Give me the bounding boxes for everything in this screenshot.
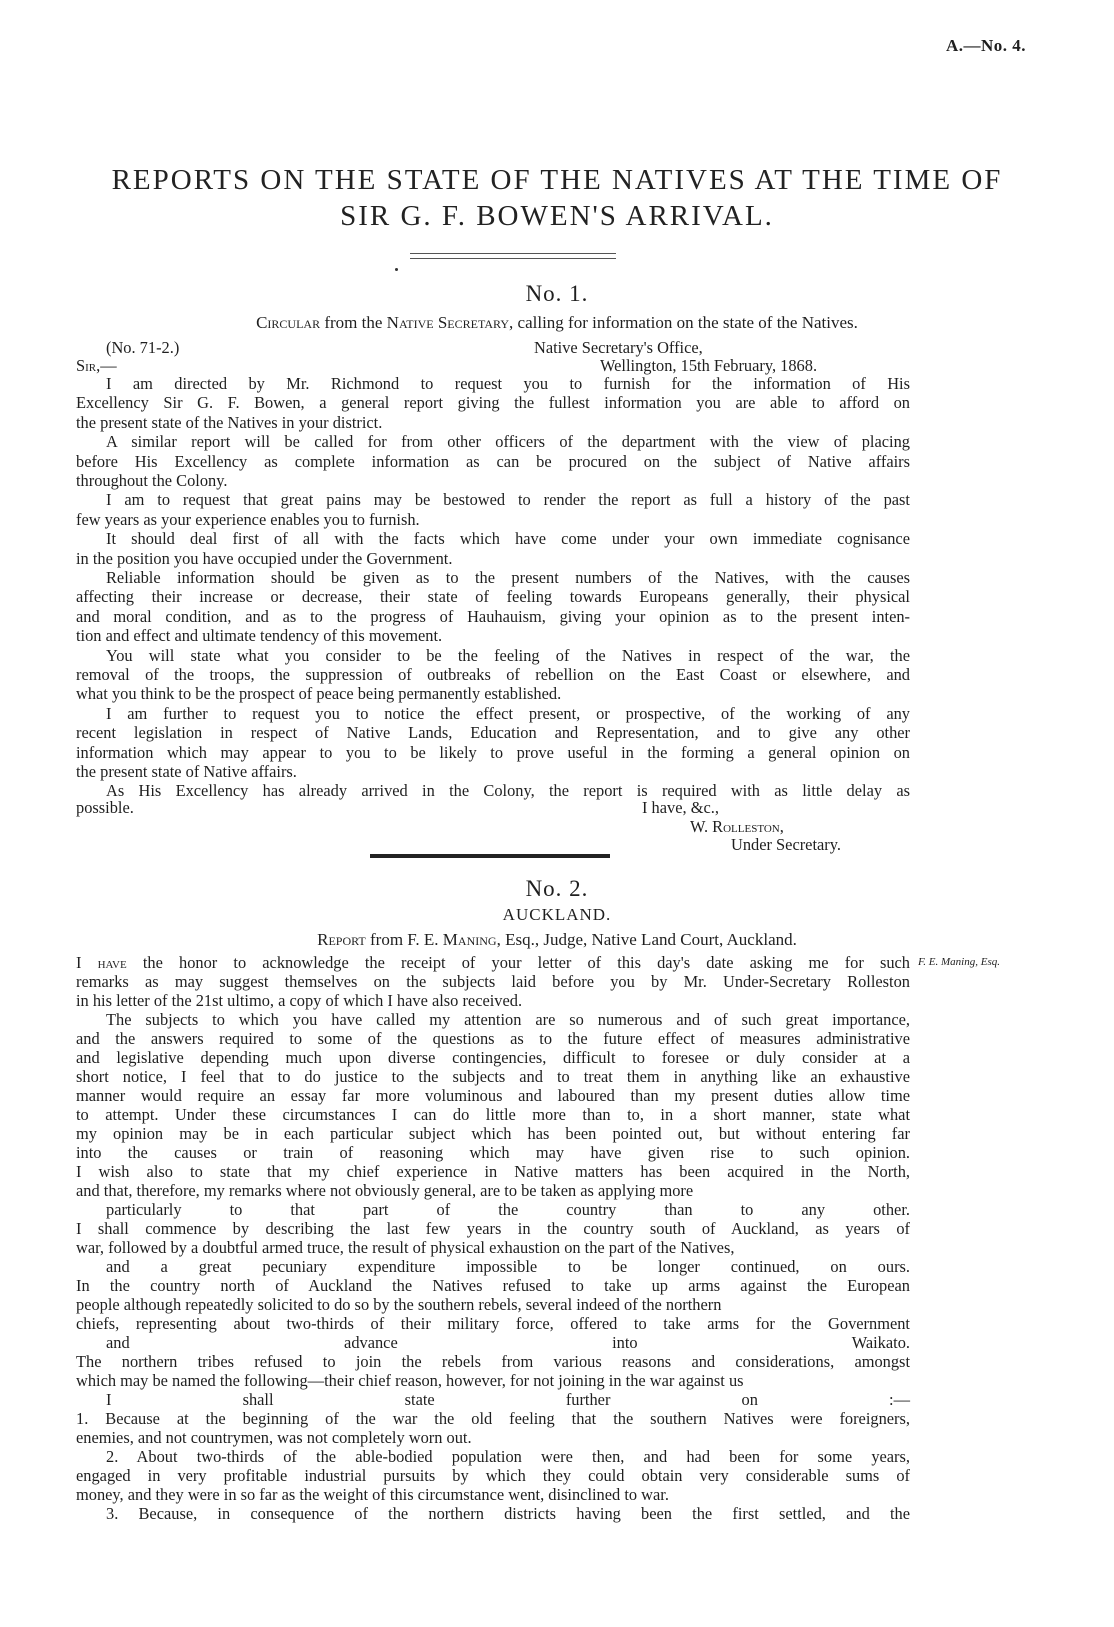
office-line: Native Secretary's Office, [534,338,703,357]
text-line: people although repeatedly solicited to do so by the southern rebels, several indeed of the northern [76,1295,722,1314]
section-2-place: AUCKLAND. [502,905,612,924]
text-line: short notice, I feel that to do justice to the subjects and to treat them in anything like an exhaustive [76,1067,910,1086]
text-line: and moral condition, and as to the progress of Hauhauism, giving your opinion as to the present inten- [76,606,910,626]
section-2-heading: No. 2. [525,876,589,901]
text-line: You will state what you consider to be the feeling of the Natives in respect of the war, the [106,645,910,665]
text-line: and the answers required to some of the questions as to the future effect of measures administrative [76,1029,910,1048]
signature-initial: W. [690,817,713,836]
subheading-part: Maning [442,930,497,949]
text-line: throughout the Colony. [76,471,228,490]
signature-name [690,817,784,837]
text-line: A similar report will be called for from other officers of the department with the view of placing [106,432,910,452]
subheading-part: from F. E. [365,930,443,949]
reference-number: (No. 71-2.) [106,338,180,357]
text-line: information which may appear to you to be likely to prove useful in the forming a general opinion on [76,742,910,762]
text-line: money, and they were in so far as the weight of this circumstance went, disinclined to war. [76,1485,669,1504]
text-line: the present state of Native affairs. [76,762,297,781]
text-line: I wish also to state that my chief experience in Native matters has been acquired in the North, [76,1162,910,1181]
text-line: 2. About two-thirds of the able-bodied population were then, and had been for some years, [106,1447,910,1466]
text-line: and legislative depending much upon diverse contingencies, difficult to foresee or duly consider at a [76,1048,910,1067]
text-line: chiefs, representing about two-thirds of their military force, offered to take arms for the Government [76,1314,910,1333]
text-line: my opinion may be in each particular subject which has been pointed out, but without entering far [76,1124,910,1143]
text-line: Reliable information should be given as to the present numbers of the Natives, with the causes [106,568,910,587]
text-line: recent legislation in respect of Native Lands, Education and Representation, and to give any other [76,723,910,743]
margin-note: F. E. Maning, Esq. [918,956,1000,968]
text-line: manner would require an essay far more voluminous and laboured than my present duties allow time [76,1086,910,1105]
text-line: I shall state further on :— [106,1390,910,1409]
text-line: the present state of the Natives in your district. [76,412,383,432]
text-line: 1. Because at the beginning of the war the old feeling that the southern Natives were foreigners, [76,1409,910,1428]
text-line: to attempt. Under these circumstances I can do little more than to, in a short manner, state what [76,1105,910,1124]
closing-salutation: I have, &c., [642,798,719,817]
section-1-heading: No. 1. [525,281,589,306]
text-line: in his letter of the 21st ultimo, a copy of which I have also received. [76,991,523,1010]
opening-rest: the honor to acknowledge the receipt of your letter of this day's date asking me for such [126,953,910,972]
text-line: It should deal first of all with the facts which have come under your own immediate cognisance [106,529,910,549]
page-title [0,162,1114,234]
ink-dot [395,268,398,271]
text-line: In the country north of Auckland the Natives refused to take up arms against the European [76,1276,910,1295]
text-line: I shall commence by describing the last few years in the country south of Auckland, as years of [76,1219,910,1238]
salutation: Sir,— [76,356,117,375]
text-line: As His Excellency has already arrived in the Colony, the report is required with as little delay as [106,781,910,801]
text-line: I am directed by Mr. Richmond to request you to furnish for the information of His [106,374,910,393]
text-line: war, followed by a doubtful armed truce, the result of physical exhaustion on the part of the Natives, [76,1238,735,1257]
section-2-subheading [0,930,1114,950]
text-line: into the causes or train of reasoning which may have given rise to such opinion. [76,1143,910,1162]
signature-title: Under Secretary. [731,835,841,854]
title-divider [410,253,616,259]
page-title-line-2: SIR G. F. BOWEN'S ARRIVAL. [340,200,774,232]
section-1-subheading [0,313,1114,333]
signature-surname: Rolleston [712,817,780,836]
text-line: I am to request that great pains may be bestowed to render the report as full a history of the past [106,490,910,510]
section-divider [370,854,610,858]
text-line: before His Excellency as complete information as can be procured on the subject of Native affairs [76,451,910,471]
subheading-part: Report [317,930,366,949]
text-line: few years as your experience enables you to furnish. [76,509,420,529]
text-line: which may be named the following—their chief reason, however, for not joining in the war against us [76,1371,744,1390]
page-title-line-1: REPORTS ON THE STATE OF THE NATIVES AT THE TIME OF [111,164,1003,196]
subheading-part: Native Secretary [386,313,510,332]
text-line: what you think to be the prospect of peace being permanently established. [76,684,562,704]
opening-words: I have [76,953,127,972]
text-line: The subjects to which you have called my attention are so numerous and of such great importance, [106,1010,910,1029]
text-line: The northern tribes refused to join the rebels from various reasons and considerations, amongst [76,1352,910,1371]
subheading-part: Circular [256,313,321,332]
text-line: remarks as may suggest themselves on the subjects laid before you by Mr. Under-Secretary Rolleston [76,972,910,991]
text-line: and that, therefore, my remarks where not obviously general, are to be taken as applying more [76,1181,694,1200]
text-line: and advance into Waikato. [106,1333,910,1352]
text-line: affecting their increase or decrease, their state of feeling towards Europeans generally, their physical [76,587,910,607]
document-number: A.—No. 4. [946,36,1027,55]
text-line: particularly to that part of the country than to any other. [106,1200,910,1219]
signature-comma: , [779,817,784,836]
text-line: enemies, and not countrymen, was not completely worn out. [76,1428,472,1447]
text-line: removal of the troops, the suppression of outbreaks of rebellion on the East Coast or elsewhere, and [76,665,910,684]
text-line: Excellency Sir G. F. Bowen, a general report giving the fullest information you are able to afford on [76,393,910,413]
closing-possible: possible. [76,798,134,817]
date-line: Wellington, 15th February, 1868. [600,356,818,375]
text-line: in the position you have occupied under the Government. [76,548,453,568]
subheading-part: , Esq., Judge, Native Land Court, Auckland. [496,930,797,949]
text-line: 3. Because, in consequence of the northern districts having been the first settled, and the [106,1504,910,1523]
text-line: and a great pecuniary expenditure impossible to be longer continued, on ours. [106,1257,910,1276]
subheading-part: from the [320,313,387,332]
text-line: I am further to request you to notice the effect present, or prospective, of the working of any [106,703,910,723]
subheading-part: , calling for information on the state of the Natives. [509,313,858,332]
section-2-first-line [76,954,910,971]
text-line: tion and effect and ultimate tendency of this movement. [76,626,443,646]
text-line: engaged in very profitable industrial pursuits by which they could obtain very considerable sums of [76,1466,910,1485]
